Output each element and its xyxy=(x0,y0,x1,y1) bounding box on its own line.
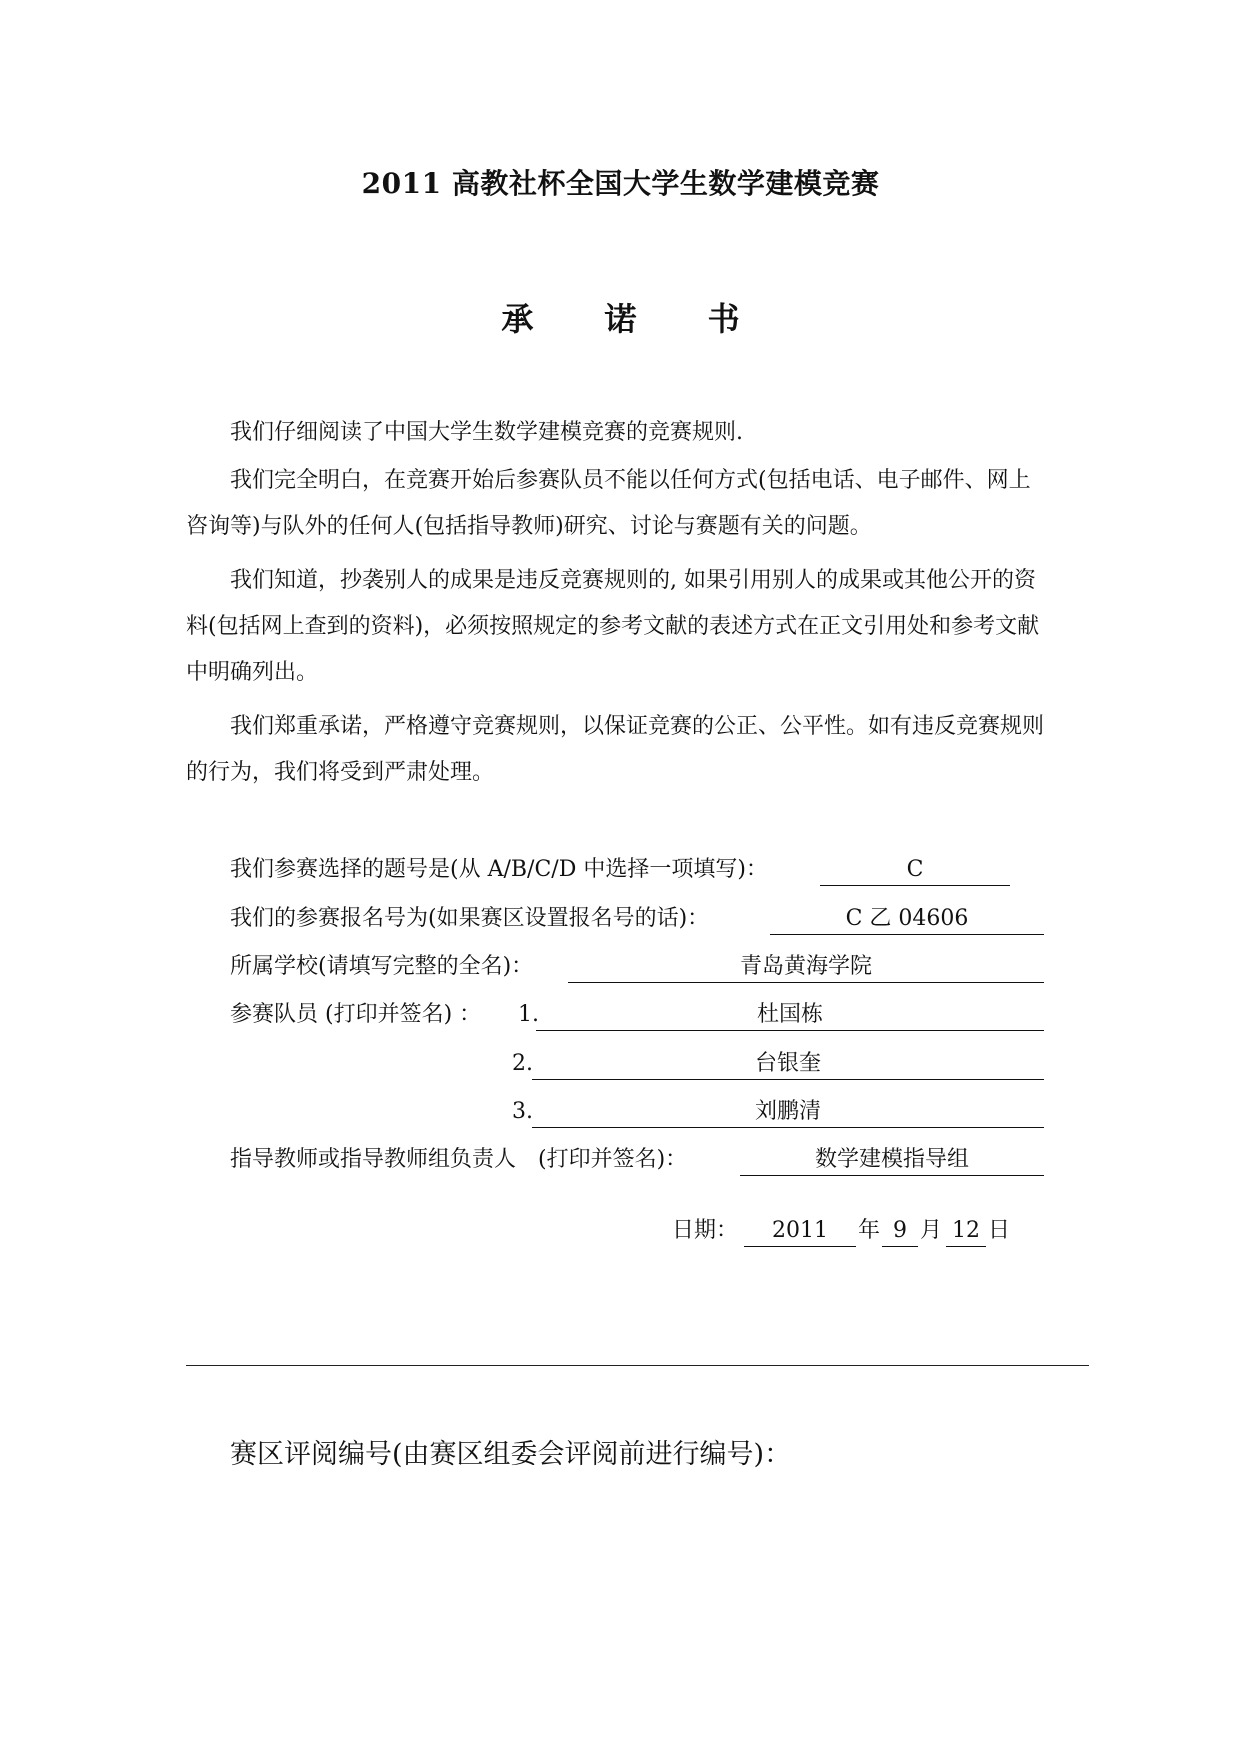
date-day-field[interactable]: 12 xyxy=(946,1216,986,1247)
paragraph-1-text: 我们仔细阅读了中国大学生数学建模竞赛的竞赛规则. xyxy=(230,420,743,445)
date-day-unit: 日 xyxy=(988,1218,1011,1243)
member-3-number: 3. xyxy=(512,1099,533,1124)
page-title: 2011 高教社杯全国大学生数学建模竞赛 xyxy=(361,167,880,200)
date-year-unit: 年 xyxy=(858,1218,881,1243)
review-number-label: 赛区评阅编号(由赛区组委会评阅前进行编号)： xyxy=(230,1439,792,1470)
date-label: 日期： xyxy=(672,1218,739,1243)
date-month-unit: 月 xyxy=(920,1218,943,1243)
member-2-field[interactable]: 台银奎 xyxy=(532,1049,1044,1080)
paragraph-2-text: 我们完全明白，在竞赛开始后参赛队员不能以任何方式(包括电话、电子邮件、网上咨询等)与队外的任何人(包括指导教师)研究、讨论与赛题有关的问题。 xyxy=(186,468,1031,539)
paragraph-4-text: 我们郑重承诺，严格遵守竞赛规则，以保证竞赛的公正、公平性。如有违反竞赛规则的行为，我们将受到严肃处理。 xyxy=(186,714,1045,785)
advisor-label: 指导教师或指导教师组负责人 (打印并签名)： xyxy=(230,1147,688,1172)
paragraph-2 xyxy=(186,458,1046,550)
paragraph-1 xyxy=(186,410,1046,456)
member-1-field[interactable]: 杜国栋 xyxy=(536,1000,1044,1031)
member-2-number: 2. xyxy=(512,1051,533,1076)
regno-field[interactable]: C 乙 04606 xyxy=(770,904,1044,935)
advisor-field[interactable]: 数学建模指导组 xyxy=(740,1145,1044,1176)
paragraph-3 xyxy=(186,558,1046,696)
regno-label: 我们的参赛报名号为(如果赛区设置报名号的话)： xyxy=(230,906,710,931)
school-field[interactable]: 青岛黄海学院 xyxy=(568,952,1044,983)
document-subtitle: 承 诺 书 xyxy=(501,300,770,338)
school-label: 所属学校(请填写完整的全名)： xyxy=(230,954,534,979)
member-3-field[interactable]: 刘鹏清 xyxy=(532,1097,1044,1128)
members-label: 参赛队员 (打印并签名) ： xyxy=(230,1002,482,1027)
date-year-field[interactable]: 2011 xyxy=(744,1216,856,1247)
divider-line xyxy=(186,1365,1089,1366)
paragraph-3-text: 我们知道，抄袭别人的成果是违反竞赛规则的, 如果引用别人的成果或其他公开的资料(包括网上查到的资料)，必须按照规定的参考文献的表述方式在正文引用处和参考文献中明确列出。 xyxy=(186,568,1040,685)
date-month-field[interactable]: 9 xyxy=(882,1216,918,1247)
problem-field[interactable]: C xyxy=(820,855,1010,886)
member-1-number: 1. xyxy=(518,1002,539,1027)
paragraph-4 xyxy=(186,704,1046,796)
problem-label: 我们参赛选择的题号是(从 A/B/C/D 中选择一项填写)： xyxy=(230,857,768,882)
